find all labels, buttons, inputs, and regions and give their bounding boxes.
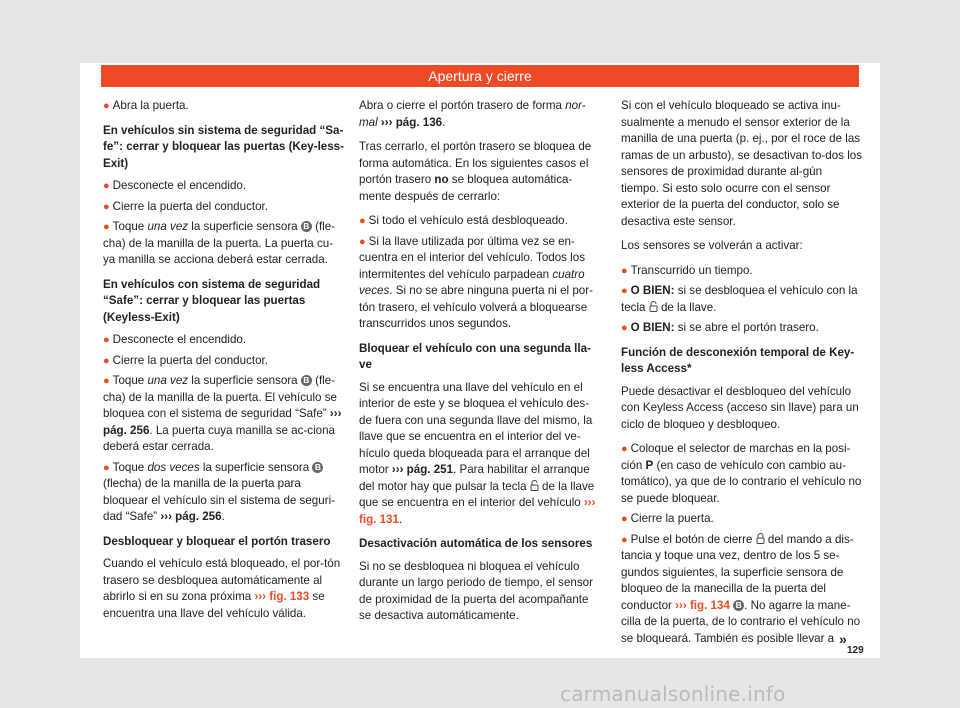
bullet-icon: ● [103,461,110,474]
bullet-icon: ● [621,533,628,546]
bullet-icon: ● [103,354,110,367]
figure-reference-link[interactable]: ››› fig. 133 [254,590,310,603]
marker-b-icon: B [301,221,312,232]
unlock-icon [530,480,539,491]
bullet-icon: ● [621,443,628,455]
bullet-icon: ● [103,221,110,233]
marker-b-icon: B [301,375,312,386]
section-heading: En vehículos sin sistema de seguridad “Sa-fe”: cerrar y bloquear las puertas (Key-less-Exit) [103,123,344,170]
bullet-icon: ● [621,264,628,277]
watermark: carmanualsonline.info [560,682,786,706]
bullet-item: ● Desconecte el encendido. [103,333,247,346]
paragraph: Abra o cierre el portón trasero de forma nor-mal ››› pág. 136. [359,99,586,129]
page-reference-link[interactable]: ››› pág. 256 [103,407,342,437]
bullet-item: ● Coloque el selector de marchas en la posi-ción P (en caso de vehículo con cambio au-tomático), ya que de lo contrario el vehículo no se puede bloquear. [621,442,862,505]
page-number: 129 [847,645,864,656]
paragraph: Puede desactivar el desbloqueo del vehículo con Keyless Access (acceso sin llave) para un ciclo de bloqueo y desbloqueo. [621,384,859,431]
bullet-item: ● Transcurrido un tiempo. [621,263,753,277]
section-heading: En vehículos con sistema de seguridad “Safe”: cerrar y bloquear las puertas (Keyless-Exit) [103,277,321,324]
bullet-item: ● Abra la puerta. [103,99,189,112]
bullet-icon: ● [621,513,628,525]
bullet-icon: ● [103,375,110,387]
unlock-icon [649,301,658,312]
bullet-icon: ● [103,180,110,192]
figure-reference-link[interactable]: ››› fig. 131 [359,496,596,526]
bullet-item: ● O BIEN: si se desbloquea el vehículo con la tecla de la llave. [621,284,858,314]
bullet-item: ● Cierre la puerta del conductor. [103,199,268,213]
column-2 [359,98,601,633]
bullet-icon: ● [621,285,628,297]
paragraph: Los sensores se volverán a activar: [621,239,803,252]
column-3 [621,98,863,655]
paragraph: Tras cerrarlo, el portón trasero se bloquea de forma automática. En los siguientes casos el portón trasero no se bloquea automática-mente después de cerrarlo: [359,140,592,203]
bullet-icon: ● [359,235,366,248]
continue-marker: » [839,631,847,647]
bullet-icon: ● [103,200,110,213]
bullet-item: ● Si todo el vehículo está desbloqueado. [359,214,568,227]
section-heading: Función de desconexión temporal de Key-less Access* [621,345,855,375]
bullet-item: ● Cierre la puerta. [621,512,714,525]
marker-b-icon: B [312,462,323,473]
bullet-item: ● Toque una vez la superficie sensora B (fle-cha) de la manilla de la puerta. El vehículo se bloquea con el sistema de seguridad “Safe” ››› pág. 256. La puerta cuya manilla se ac-ciona deberá estar cerrada. [103,374,342,453]
bullet-icon: ● [621,322,628,334]
column-1 [103,98,345,630]
paragraph: Si con el vehículo bloqueado se activa inu-sualmente a menudo el sensor exterior de la manilla de una puerta (p. ej., por el roce de las ramas de un arbusto), se desactivan to-dos los sensores de proximidad durante al-gún tiempo. Si esto solo ocurre con el sensor exterior de la puerta del conductor, solo se desactiva este sensor. [621,99,863,228]
bullet-item: ● Pulse el botón de cierre del mando a dis-tancia y toque una vez, dentro de los 5 se-gundos siguientes, la superficie sensora de bloqueo de la manecilla de la puerta del conductor ››› fig. 134 B . No agarre la mane-cilla de la puerta, de lo contrario el vehículo no se bloqueará. También es posible llevar a [621,532,861,645]
paragraph: Cuando el vehículo está bloqueado, el por-tón trasero se desbloquea automáticamente al abrirlo si en su zona próxima ››› fig. 133 se encuentra una llave del vehículo válida. [103,557,341,620]
page-reference-link[interactable]: ››› pág. 256 [160,510,222,523]
bullet-icon: ● [359,215,366,227]
section-heading: Desbloquear y bloquear el portón trasero [103,534,331,548]
page-reference-link[interactable]: ››› pág. 251 [391,463,454,476]
bullet-item: ● Toque dos veces la superficie sensora B (flecha) de la manilla de la puerta para bloquear el vehículo sin el sistema de seguri-dad “Safe” ››› pág. 256. [103,460,335,523]
page-reference-link[interactable]: ››› pág. 136 [377,115,443,129]
paragraph: Si se encuentra una llave del vehículo en el interior de este y se bloquea el vehículo des-de fuera con una segunda llave del mismo, la llave que se encuentra en el interior del ve-hículo queda bloqueada para el arranque del motor ››› pág. 251. Para habilitar el arranque del motor hay que pulsar la tecla de la llave que se encuentra en el interior del vehículo ››› fig. 131. [359,380,596,526]
section-heading: Desactivación automática de los sensores [359,537,593,550]
marker-b-icon: B [733,600,744,611]
paragraph: Si no se desbloquea ni bloquea el vehículo durante un largo periodo de tiempo, el sensor de proximidad de la puerta del acompañante se desactiva automáticamente. [359,559,593,622]
page-header: Apertura y cierre [101,65,859,87]
bullet-item: ● Toque una vez la superficie sensora B (fle-cha) de la manilla de la puerta. La puerta cu-ya manilla se acciona deberá estar cerrada. [103,220,336,266]
bullet-icon: ● [103,100,110,112]
lock-icon [756,533,765,544]
figure-reference-link[interactable]: ››› fig. 134 [675,598,730,612]
bullet-item: ● Cierre la puerta del conductor. [103,353,268,367]
bullet-item: ● Si la llave utilizada por última vez se en-cuentra en el interior del vehículo. Todos los intermitentes del vehículo parpadean cuatro veces. Si no se abre ninguna puerta ni el por-tón trasero, el vehículo volverá a bloquearse transcurridos unos segundos. [359,234,593,330]
section-heading: Bloquear el vehículo con una segunda lla-ve [359,341,591,371]
bullet-icon: ● [103,334,110,346]
bullet-item: ● O BIEN: si se abre el portón trasero. [621,321,819,334]
bullet-item: ● Desconecte el encendido. [103,179,247,192]
